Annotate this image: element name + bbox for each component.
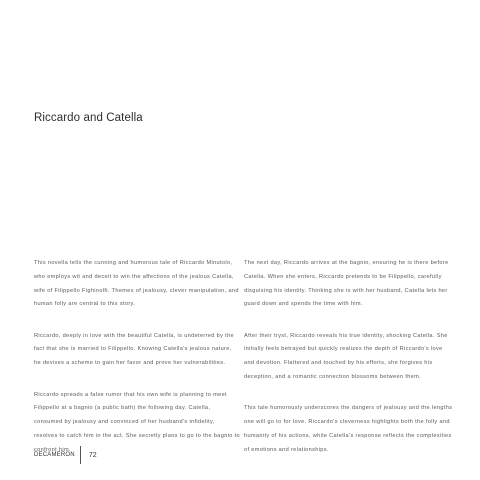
right-paragraph-2: After their tryst, Riccardo reveals his true identity, shocking Catella. She initially feels betrayed but quickly realizes the depth of Riccardo's love and devotion. Flattered and touched by his efforts, she forgives his deception, and a romantic connection blossoms between them. (244, 332, 448, 381)
page-footer (34, 445, 97, 465)
right-paragraph-1: The next day, Riccardo arrives at the bagnio, ensuring he is there before Catella. When she enters, Riccardo pretends to be Filippello, carefully disguising his identity. Thinking she is with her husband, Catella lets her guard down and spends the time with him. (244, 260, 449, 308)
page-number: 72 (88, 451, 97, 459)
left-paragraph-3: Riccardo spreads a false rumor that his own wife is planning to meet Filippello at a bagnio (a public bath) the following day. Catella, consumed by jealousy and convinced of her husband's infidelity, resolves to catch him in the act. She secretly plans to go to the bagnio to confront him. (34, 391, 240, 453)
left-paragraph-1: This novella tells the cunning and humorous tale of Riccardo Minutolo, who employs wit and deceit to win the affections of the jealous Catella, wife of Filippello Fighinolfi. Themes of jealousy, clever manipulation, and human folly are central to this story. (34, 260, 239, 308)
page-title: Riccardo and Catella (34, 112, 143, 124)
left-text-column (34, 257, 240, 475)
right-paragraph-3: This tale humorously underscores the dangers of jealousy and the lengths one will go to for love. Riccardo's cleverness highlights both the folly and humanity of his actions, while Catella's response reflects the complexities of emotions and relationships. (244, 405, 453, 453)
left-paragraph-2: Riccardo, deeply in love with the beautiful Catella, is undeterred by the fact that she is married to Filippello. Knowing Catella's jealous nature, he devises a scheme to gain her favor and prove her vulnerabilities. (34, 332, 234, 367)
running-head: DECAMERON (34, 452, 75, 458)
footer-divider (80, 446, 81, 464)
right-text-column (244, 257, 454, 475)
